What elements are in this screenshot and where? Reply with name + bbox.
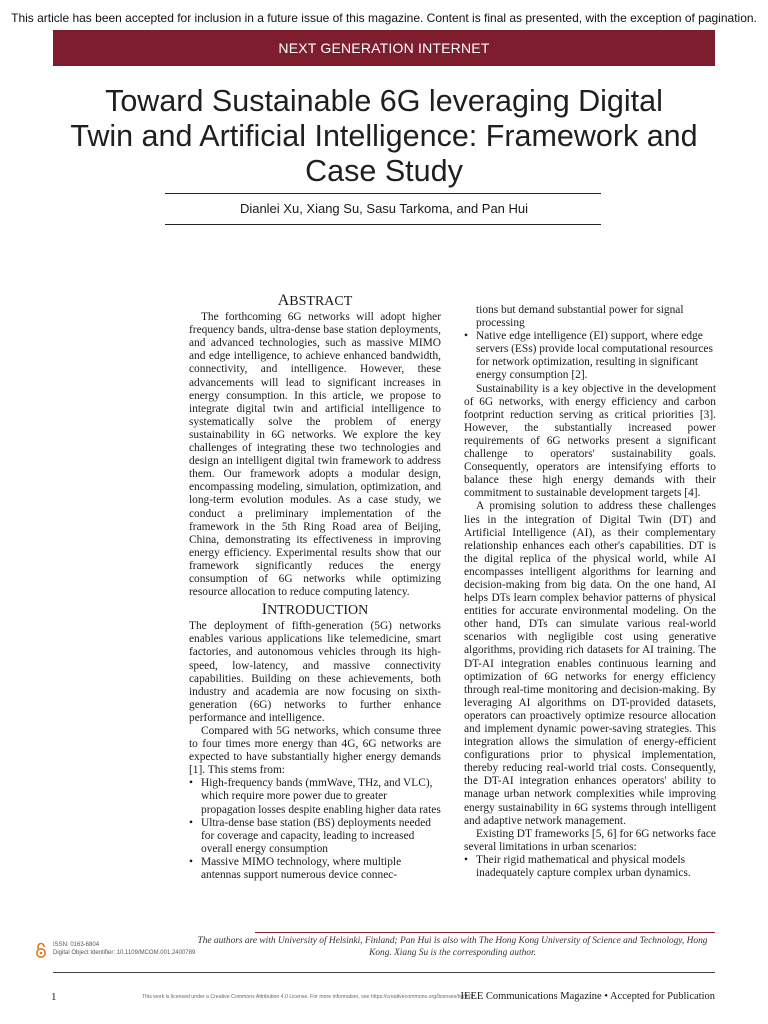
limitation-list <box>464 854 716 880</box>
abstract-text: The forthcoming 6G networks will adopt higher frequency bands, ultra-dense base station deployments, and advanced technologies, such as massive MIMO and edge intelligence, to achieve enhanced bandwidth, connectivity, and intelligence. However, these advancements will lead to significant increases in energy consumption. In this article, we propose to integrate digital twin and artificial intelligence to systematically solve the problem of energy sustainability in 6G networks. We explore the key challenges of integrating these two technologies and design an intelligent digital twin framework to address them. Our framework adopts a modular design, encompassing modeling, simulation, optimization, and long-term evolution modules. As a case study, we conduct a preliminary implementation of the framework in the 5th Ring Road area of Beijing, China, demonstrating its effectiveness in improving energy efficiency. Experimental results show that our framework significantly reduces the energy consumption of 6G networks while optimizing resource allocation to reduce computing latency. <box>189 311 441 599</box>
intro-paragraph-1: The deployment of fifth-generation (5G) networks enables various applications like telemedicine, smart factories, and autonomous vehicles through its high-speed, low-latency, and massive connectivity capabilities. Building on these achievements, both industry and academia are now focusing on sixth-generation (6G) networks to further enhance performance and intelligence. <box>189 620 441 724</box>
list-item-continued: tions but demand substantial power for signal processing <box>476 304 684 330</box>
footnote-rule <box>255 932 715 933</box>
doi-text: Digital Object Identifier: 10.1109/MCOM.001.2400789 <box>53 950 196 956</box>
title-rule-bottom <box>165 224 601 225</box>
journal-name: IEEE Communications Magazine • Accepted for Publication <box>460 991 715 1002</box>
title-rule-top <box>165 193 601 194</box>
list-item: • Ultra-dense base station (BS) deployments needed for coverage and capacity, leading to increased overall energy consumption <box>189 817 441 856</box>
open-access-lock-icon <box>35 942 47 958</box>
list-item: • High-frequency bands (mmWave, THz, and VLC), which require more power due to greater propagation losses despite enabling higher data rates <box>189 777 441 816</box>
abstract-heading: ABSTRACT <box>277 292 353 309</box>
issn-text: ISSN: 0163-6804 <box>53 942 100 948</box>
page-number: 1 <box>51 991 57 1003</box>
intro-paragraph-2: Compared with 5G networks, which consume three to four times more energy than 4G, 6G networks are expected to have substantially higher energy demands [1]. This stems from: <box>189 725 441 777</box>
intro-paragraph-4: A promising solution to address these challenges lies in the integration of Digital Twin (DT) and Artificial Intelligence (AI), as their complementary relationship enhances each other's capabilities. DT is the digital replica of the physical world, while AI encompasses intelligent algorithms for learning and decision-making from big data. On the one hand, AI helps DTs learn complex behavior patterns of physical entities for accurate environmental modeling. On the other hand, DTs can simulate various real-world scenarios with negligible cost using generative algorithms, providing rich datasets for AI training. The DT-AI integration enables continuous learning and optimization of 6G networks for energy efficiency through real-time monitoring and decision-making. By leveraging AI algorithms on DT-provided datasets, operators can proactively optimize resource allocation and implement dynamic power-saving strategies. This integration allows the simulation of energy-efficient configurations prior to physical implementation, thereby reducing real-world trial costs. Consequently, the DT-AI integration enhances operators' ability to manage urban network complexities while improving energy sustainability in 6G systems through intelligent and adaptive network management. <box>464 500 716 827</box>
intro-paragraph-5: Existing DT frameworks [5, 6] for 6G networks face several limitations in urban scenarios: <box>464 827 716 853</box>
left-column <box>189 294 441 882</box>
right-column <box>464 304 716 880</box>
list-item: • Their rigid mathematical and physical models inadequately capture complex urban dynamics. <box>464 854 716 880</box>
issn-doi-block <box>53 941 195 957</box>
article-title: Toward Sustainable 6G leveraging Digital Twin and Artificial Intelligence: Framework and Case Study <box>70 84 698 188</box>
intro-paragraph-3: Sustainability is a key objective in the development of 6G networks, with energy efficiency and carbon footprint reduction serving as critical priorities [3]. However, the substantially increased power requirements of 6G networks present a significant challenge to operators' sustainability goals. Consequently, operators are intensifying efforts to balance these high energy demands with their commitment to sustainable development targets [4]. <box>464 382 716 500</box>
acceptance-notice: This article has been accepted for inclusion in a future issue of this magazine. Content is final as presented, with the exception of pagination. <box>11 11 757 25</box>
author-affiliation-footnote: The authors are with University of Helsinki, Finland; Pan Hui is also with The Hong Kong University of Science and Technology, Hong Kong. Xiang Su is the corresponding author. <box>197 936 708 958</box>
license-text: This work is licensed under a Creative Commons Attribution 4.0 License. For more information, see https://creativecommons.org/licenses/by/4.0/ <box>142 994 474 1000</box>
introduction-heading: INTRODUCTION <box>261 601 369 619</box>
energy-factor-list <box>189 777 441 882</box>
footer-rule <box>53 972 715 973</box>
section-banner <box>53 30 715 66</box>
list-item: • Massive MIMO technology, where multiple antennas support numerous device connec- <box>189 856 441 882</box>
list-item: • Native edge intelligence (EI) support, where edge servers (ESs) provide local computational resources for network optimization, resulting in significant energy consumption [2]. <box>464 330 716 382</box>
author-list: Dianlei Xu, Xiang Su, Sasu Tarkoma, and Pan Hui <box>239 201 529 216</box>
energy-factor-list-continued <box>464 304 716 383</box>
section-label: NEXT GENERATION INTERNET <box>278 40 490 56</box>
